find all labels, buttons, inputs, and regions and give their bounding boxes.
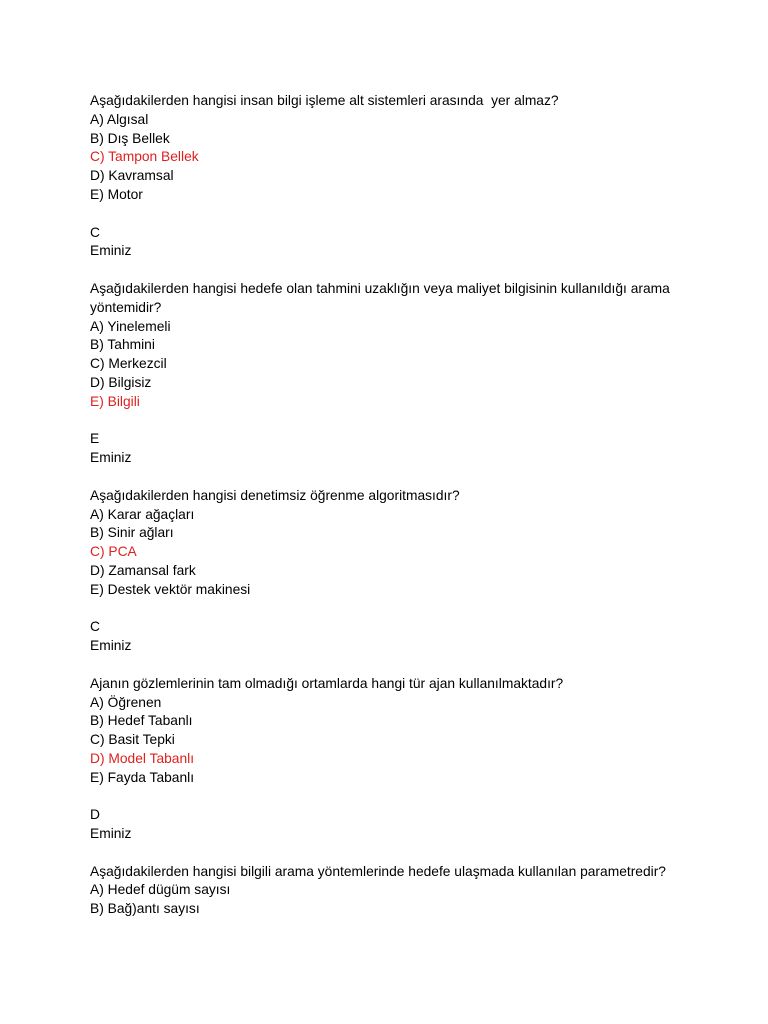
question-text: Aşağıdakilerden hangisi bilgili arama yöntemlerinde hedefe ulaşmada kullanılan parametredir? bbox=[90, 863, 666, 879]
question-text: Aşağıdakilerden hangisi insan bilgi işleme alt sistemleri arasında yer almaz? bbox=[90, 93, 559, 108]
spacer bbox=[90, 205, 730, 224]
confidence-label: Eminiz bbox=[90, 450, 132, 466]
option-a: A) Karar ağaçları bbox=[90, 506, 195, 522]
option-d: D) Kavramsal bbox=[90, 168, 174, 184]
option-e-correct: E) Bilgili bbox=[90, 393, 140, 409]
question-block bbox=[90, 280, 730, 487]
confidence-label: Eminiz bbox=[90, 826, 132, 842]
spacer bbox=[90, 844, 730, 863]
answer-letter: C bbox=[90, 224, 100, 240]
option-c: C) Basit Tepki bbox=[90, 732, 175, 748]
option-a: A) Algısal bbox=[90, 111, 149, 127]
option-a: A) Yinelemeli bbox=[90, 318, 171, 334]
option-b: B) Bağ)antı sayısı bbox=[90, 901, 200, 917]
option-e: E) Motor bbox=[90, 186, 143, 202]
question-text: Aşağıdakilerden hangisi hedefe olan tahmini uzaklığın veya maliyet bilgisinin kullanıldığı arama yöntemidir? bbox=[90, 280, 674, 315]
confidence-label: Eminiz bbox=[90, 243, 132, 259]
option-d: D) Zamansal fark bbox=[90, 562, 196, 578]
question-block bbox=[90, 487, 730, 675]
option-a: A) Hedef dügüm sayısı bbox=[90, 882, 231, 898]
answer-letter: C bbox=[90, 619, 100, 635]
question-text: Aşağıdakilerden hangisi denetimsiz öğrenme algoritmasıdır? bbox=[90, 487, 460, 503]
question-block bbox=[90, 863, 730, 919]
option-c-correct: C) Tampon Bellek bbox=[90, 149, 199, 165]
option-b: B) Tahmini bbox=[90, 337, 155, 353]
document-page bbox=[90, 92, 730, 919]
question-block bbox=[90, 675, 730, 863]
option-d: D) Bilgisiz bbox=[90, 374, 152, 390]
option-c-correct: C) PCA bbox=[90, 544, 137, 560]
spacer bbox=[90, 261, 730, 280]
question-block bbox=[90, 92, 730, 280]
option-d-correct: D) Model Tabanlı bbox=[90, 750, 195, 766]
confidence-label: Eminiz bbox=[90, 638, 132, 654]
option-b: B) Dış Bellek bbox=[90, 130, 170, 146]
spacer bbox=[90, 787, 730, 806]
option-c: C) Merkezcil bbox=[90, 356, 167, 372]
option-e: E) Destek vektör makinesi bbox=[90, 581, 251, 597]
option-e: E) Fayda Tabanlı bbox=[90, 769, 195, 785]
spacer bbox=[90, 600, 730, 619]
spacer bbox=[90, 468, 730, 487]
question-text: Ajanın gözlemlerinin tam olmadığı ortamlarda hangi tür ajan kullanılmaktadır? bbox=[90, 675, 564, 691]
answer-letter: E bbox=[90, 431, 100, 447]
spacer bbox=[90, 412, 730, 431]
option-b: B) Hedef Tabanlı bbox=[90, 713, 193, 729]
option-a: A) Öğrenen bbox=[90, 694, 162, 710]
answer-letter: D bbox=[90, 807, 100, 823]
spacer bbox=[90, 656, 730, 675]
option-b: B) Sinir ağları bbox=[90, 525, 174, 541]
